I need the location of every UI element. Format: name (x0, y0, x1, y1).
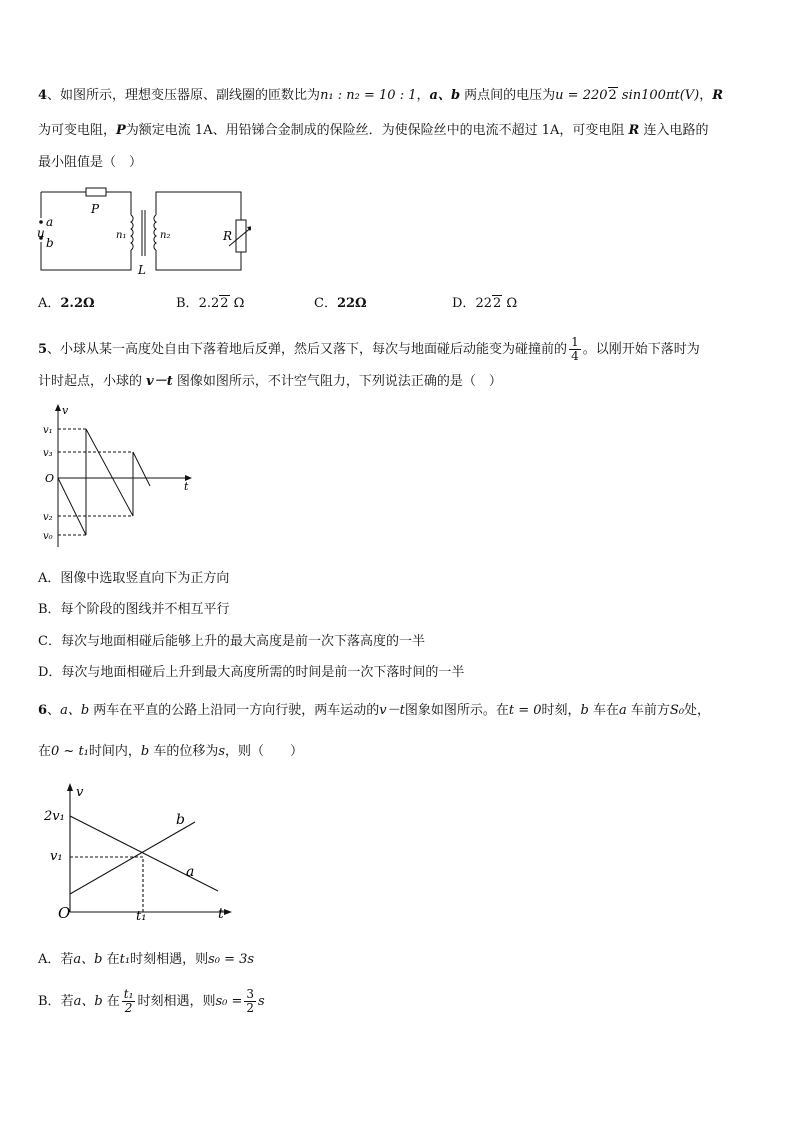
svg-text:v₃: v₃ (43, 448, 53, 459)
q5-option-d[interactable]: D．每次与地面相碰后上升到最大高度所需的时间是前一次下落时间的一半 (38, 665, 465, 680)
q5-option-b[interactable]: B．每个阶段的图线并不相互平行 (38, 602, 230, 617)
label-l: L (138, 263, 146, 277)
q4-voltage-formula: u = 220 (555, 88, 608, 103)
svg-text:v₀: v₀ (43, 531, 53, 542)
label-b: b (46, 236, 54, 250)
q5-fraction: $\frac{1}{4}$ (571, 335, 579, 363)
line-a (70, 816, 218, 891)
svg-text:t: t (218, 906, 224, 922)
label-a: a (46, 215, 54, 229)
svg-text:O: O (45, 472, 55, 485)
q4-option-d[interactable]: D．222 Ω (452, 296, 518, 311)
label-p: P (91, 202, 100, 216)
q6-vt-graph (40, 780, 240, 925)
q5-line-1: 5、小球从某一高度处自由下落着地后反弹，然后又落下，每次与地面碰后动能变为碰撞前的 $\frac{1}{4}$ 。以刚开始下落时为 (38, 335, 700, 363)
q6-option-b[interactable]: B．若a、b 在 $\frac{\text{t₁}}{2}$ 时刻相遇，则s₀ = $\frac{3}{2}$ s (38, 987, 265, 1015)
svg-text:v: v (76, 785, 84, 800)
line-b (70, 822, 195, 894)
q4-turns-ratio: n₁ : n₂ = 10 : 1 (320, 88, 417, 103)
q4-option-a[interactable]: A．2.2Ω (38, 296, 95, 311)
label-r: R (223, 229, 233, 243)
q4-option-c[interactable]: C．22Ω (314, 296, 367, 311)
q4-number: 4 (38, 88, 48, 103)
label-n2: n₂ (160, 230, 171, 241)
label-n1: n₁ (116, 230, 127, 241)
q4-option-b[interactable]: B．2.22 Ω (176, 296, 245, 311)
q4-line-3: 最小阻值是（ ） (38, 155, 143, 170)
q4-transformer-circuit-diagram (36, 180, 251, 280)
label-u: u (37, 226, 45, 240)
q5-line-2: 计时起点，小球的 v－t 图像如图所示，不计空气阻力，下列说法正确的是（ ） (38, 374, 502, 389)
q4-line-2: 为可变电阻，P为额定电流 1A、用铅锑合金制成的保险丝．为使保险丝中的电流不超过 1A，可变电阻 R 连入电路的 (38, 123, 709, 138)
svg-text:t₁: t₁ (136, 909, 147, 924)
svg-text:v: v (62, 404, 69, 417)
q6-option-a[interactable]: A．若a、b 在t₁时刻相遇，则s₀ = 3s (38, 952, 255, 967)
q5-vt-graph (40, 402, 200, 552)
svg-text:v₂: v₂ (43, 512, 53, 523)
q6-number: 6 (38, 703, 48, 718)
svg-text:2v₁: 2v₁ (44, 809, 65, 824)
q4-line-1: 4、如图所示，理想变压器原、副线圈的匝数比为n₁ : n₂ = 10 : 1，a、b 两点间的电压为u = 2202 sin100πt(V)，R (38, 88, 724, 103)
q6-line-1: 6、a、b 两车在平直的公路上沿同一方向行驶，两车运动的v－t图象如图所示。在t = 0时刻，b 车在a 车前方S₀处， (38, 703, 711, 718)
svg-text:v₁: v₁ (50, 849, 63, 864)
svg-text:t: t (184, 480, 189, 493)
svg-text:v₁: v₁ (43, 425, 53, 436)
q6-line-2: 在0 ~ t₁时间内，b 车的位移为s，则（ ） (38, 744, 304, 759)
svg-text:a: a (186, 864, 195, 880)
fuse-p-symbol (86, 188, 106, 196)
svg-text:O: O (58, 904, 71, 922)
svg-text:b: b (176, 812, 185, 828)
q5-number: 5 (38, 342, 48, 357)
q5-option-a[interactable]: A．图像中选取竖直向下为正方向 (38, 571, 230, 586)
q5-option-c[interactable]: C．每次与地面相碰后能够上升的最大高度是前一次下落高度的一半 (38, 634, 425, 649)
